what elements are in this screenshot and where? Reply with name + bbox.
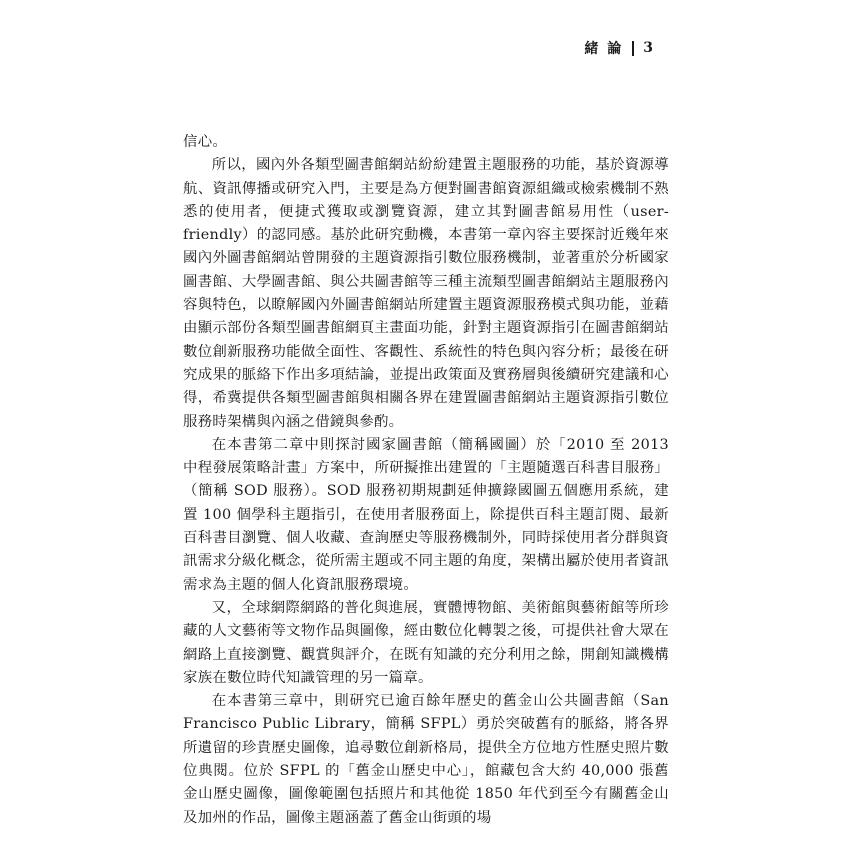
page-body [183, 131, 669, 830]
running-header [584, 38, 655, 58]
page-number: 3 [643, 40, 655, 56]
section-title: 緒 論 [584, 41, 624, 57]
header-divider [632, 41, 634, 56]
paragraph-museums: 又，全球網際網路的普化與進展，實體博物館、美術館與藝術館等所珍藏的人文藝術等文物作品與圖像，經由數位化轉製之後，可提供社會大眾在網路上直接瀏覽、觀賞與評介，在既有知識的充分利用之餘，開創知識機構家族在數位時代知識管理的另一篇章。 [183, 599, 669, 686]
paragraph-chapter-three: 在本書第三章中，則研究已逾百餘年歷史的舊金山公共圖書館（San Francisco Public Library，簡稱 SFPL）勇於突破舊有的脈絡，將各界所遺留的珍貴歷史圖像，追尋數位創新格局，提供全方位地方性歷史照片數位典閱。位於 SFPL 的「舊金山歷史中心」，館藏包含大約 40,000 張舊金山歷史圖像，圖像範圍包括照片和其他從 1850 年代到至今有關舊金山及加州的作品，圖像主題涵蓋了舊金山街頭的場 [183, 693, 669, 826]
paragraph-continuation: 信心。 [183, 134, 228, 150]
paragraph-chapter-two: 在本書第二章中則探討國家圖書館（簡稱國圖）於「2010 至 2013 中程發展策略計畫」方案中，所研擬推出建置的「主題隨選百科書目服務」（簡稱 SOD 服務）。SOD 服務初期規劃延伸擴錄國圖五個應用系統，建置 100 個學科主題指引，在使用者服務面上，除提供百科主題訂閱、最新百科書目瀏覽、個人收藏、查詢歷史等服務機制外，同時採使用者分群與資訊需求分級化概念，從所需主題或不同主題的角度，架構出屬於使用者資訊需求為主題的個人化資訊服務環境。 [183, 436, 669, 593]
paragraph-chapter-one: 所以，國內外各類型圖書館網站紛紛建置主題服務的功能，基於資源導航、資訊傳播或研究入門，主要是為方便對圖書館資源組織或檢索機制不熟悉的使用者，便捷式獲取或瀏覽資源，建立其對圖書館易用性（user-friendly）的認同感。基於此研究動機，本書第一章內容主要探討近幾年來國內外圖書館網站曾開發的主題資源指引數位服務機制，並著重於分析國家圖書館、大學圖書館、與公共圖書館等三種主流類型圖書館網站主題服務內容與特色，以瞭解國內外圖書館網站所建置主題資源服務模式與功能，並藉由顯示部份各類型圖書館網頁主畫面功能，針對主題資源指引在圖書館網站數位創新服務功能做全面性、客觀性、系統性的特色與內容分析；最後在研究成果的脈絡下作出多項結論，並提出政策面及實務層與後續研究建議和心得，希冀提供各類型圖書館與相關各界在建置圖書館網站主題資源指引數位服務時架構與內涵之借鏡與參酌。 [183, 157, 669, 430]
